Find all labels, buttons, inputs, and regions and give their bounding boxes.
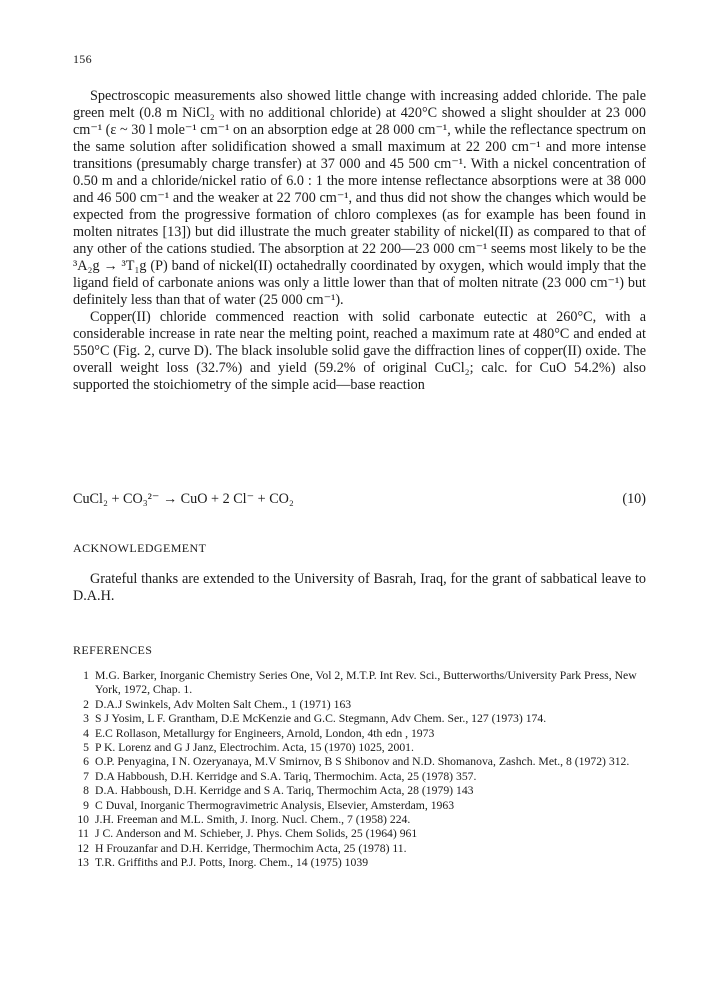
- reference-item: [73, 698, 648, 712]
- reference-text: H Frouzanfar and D.H. Kerridge, Thermochim Acta, 25 (1978) 11.: [95, 841, 407, 855]
- reference-number: 9: [83, 798, 89, 812]
- reference-text: E.C Rollason, Metallurgy for Engineers, Arnold, London, 4th edn , 1973: [95, 726, 435, 740]
- reference-text: S J Yosim, L F. Grantham, D.E McKenzie and G.C. Stegmann, Adv Chem. Ser., 127 (1973) 174.: [95, 712, 547, 726]
- reference-list: [73, 669, 648, 871]
- paragraph-spectroscopy: Spectroscopic measurements also showed little change with increasing added chloride. The pale green melt (0.8 m NiCl₂ with no additional chloride) at 420°C showed a slight shoulder at 23 000 cm⁻¹ (ε ~ 30 l mole⁻¹ cm⁻¹ on an absorption edge at 28 000 cm⁻¹, while the reflectance spectrum on the same solution after solidification showed a small maximum at 22 200 cm⁻¹ and more intense transitions (presumably charge transfer) at 37 000 and 45 500 cm⁻¹. With a nickel concentration of 0.50 m and a chloride/nickel ratio of 6.0 : 1 the more intense reflectance absorptions were at 38 000 and 46 500 cm⁻¹ and the weaker at 22 700 cm⁻¹, and thus did not show the changes which would be expected from the progressive formation of chloro complexes (as for example has been found in molten nitrates [13]) but did illustrate the much greater stability of nickel(II) as compared to that of any other of the cations studied. The absorption at 22 200—23 000 cm⁻¹ seems most likely to be the ³A₂g → ³T₁g (P) band of nickel(II) octahedrally coordinated by oxygen, which would imply that the ligand field of carbonate anions was only a little lower than that of molten nitrate (23 000 cm⁻¹) but definitely less than that of water (25 000 cm⁻¹).: [73, 88, 646, 308]
- reference-item: [73, 712, 648, 726]
- reference-number: 12: [77, 841, 89, 855]
- reference-text: C Duval, Inorganic Thermogravimetric Analysis, Elsevier, Amsterdam, 1963: [95, 798, 455, 812]
- reference-number: 13: [77, 856, 89, 870]
- acknowledgement-heading: ACKNOWLEDGEMENT: [73, 541, 207, 555]
- reference-item: [73, 799, 648, 813]
- reference-item: [73, 784, 648, 798]
- reference-number: 7: [83, 769, 89, 783]
- equation-expression: CuCl₂ + CO₃²⁻ → CuO + 2 Cl⁻ + CO₂: [73, 491, 294, 507]
- reference-number: 3: [83, 712, 89, 726]
- reference-item: [73, 755, 648, 769]
- reference-item: [73, 856, 648, 870]
- references-heading: REFERENCES: [73, 643, 153, 657]
- reference-text: M.G. Barker, Inorganic Chemistry Series One, Vol 2, M.T.P. Int Rev. Sci., Butterworths/University Park Press, New York, 1972, Chap. 1.: [95, 669, 637, 697]
- reference-item: [73, 770, 648, 784]
- reference-text: D.A.J Swinkels, Adv Molten Salt Chem., 1 (1971) 163: [95, 697, 352, 711]
- paragraph-copper: Copper(II) chloride commenced reaction with solid carbonate eutectic at 260°C, with a considerable increase in rate near the melting point, reached a maximum rate at 480°C and ended at 550°C (Fig. 2, curve D). The black insoluble solid gave the diffraction lines of copper(II) oxide. The overall weight loss (32.7%) and yield (59.2% of original CuCl₂; calc. for CuO 54.2%) also supported the stoichiometry of the simple acid—base reaction: [73, 309, 646, 393]
- reference-item: [73, 827, 648, 841]
- body-text: [73, 88, 646, 394]
- reference-number: 10: [77, 813, 89, 827]
- page-number: 156: [73, 52, 92, 66]
- reference-item: [73, 669, 648, 698]
- reference-number: 2: [83, 697, 89, 711]
- reference-text: O.P. Penyagina, I N. Ozeryanaya, M.V Smirnov, B S Shibonov and N.D. Shomanova, Zashch. Met., 8 (1972) 312.: [95, 755, 630, 769]
- reference-number: 6: [83, 755, 89, 769]
- reference-number: 11: [77, 827, 89, 841]
- reference-item: [73, 727, 648, 741]
- reference-item: [73, 741, 648, 755]
- reference-text: J.H. Freeman and M.L. Smith, J. Inorg. Nucl. Chem., 7 (1958) 224.: [95, 813, 411, 827]
- reference-number: 8: [83, 784, 89, 798]
- acknowledgement-text: Grateful thanks are extended to the University of Basrah, Iraq, for the grant of sabbatical leave to D.A.H.: [73, 571, 646, 604]
- reference-item: [73, 842, 648, 856]
- reference-text: T.R. Griffiths and P.J. Potts, Inorg. Chem., 14 (1975) 1039: [95, 856, 369, 870]
- reference-number: 5: [83, 741, 89, 755]
- reference-number: 4: [83, 726, 89, 740]
- reference-text: D.A. Habboush, D.H. Kerridge and S A. Tariq, Thermochim Acta, 28 (1979) 143: [95, 784, 474, 798]
- reference-text: P K. Lorenz and G J Janz, Electrochim. Acta, 15 (1970) 1025, 2001.: [95, 741, 414, 755]
- reference-text: D.A Habboush, D.H. Kerridge and S.A. Tariq, Thermochim. Acta, 25 (1978) 357.: [95, 769, 477, 783]
- reference-number: 1: [83, 669, 89, 682]
- equation-number: (10): [622, 491, 646, 507]
- reference-text: J C. Anderson and M. Schieber, J. Phys. Chem Solids, 25 (1964) 961: [95, 827, 418, 841]
- reference-item: [73, 813, 648, 827]
- equation-10: [73, 491, 646, 508]
